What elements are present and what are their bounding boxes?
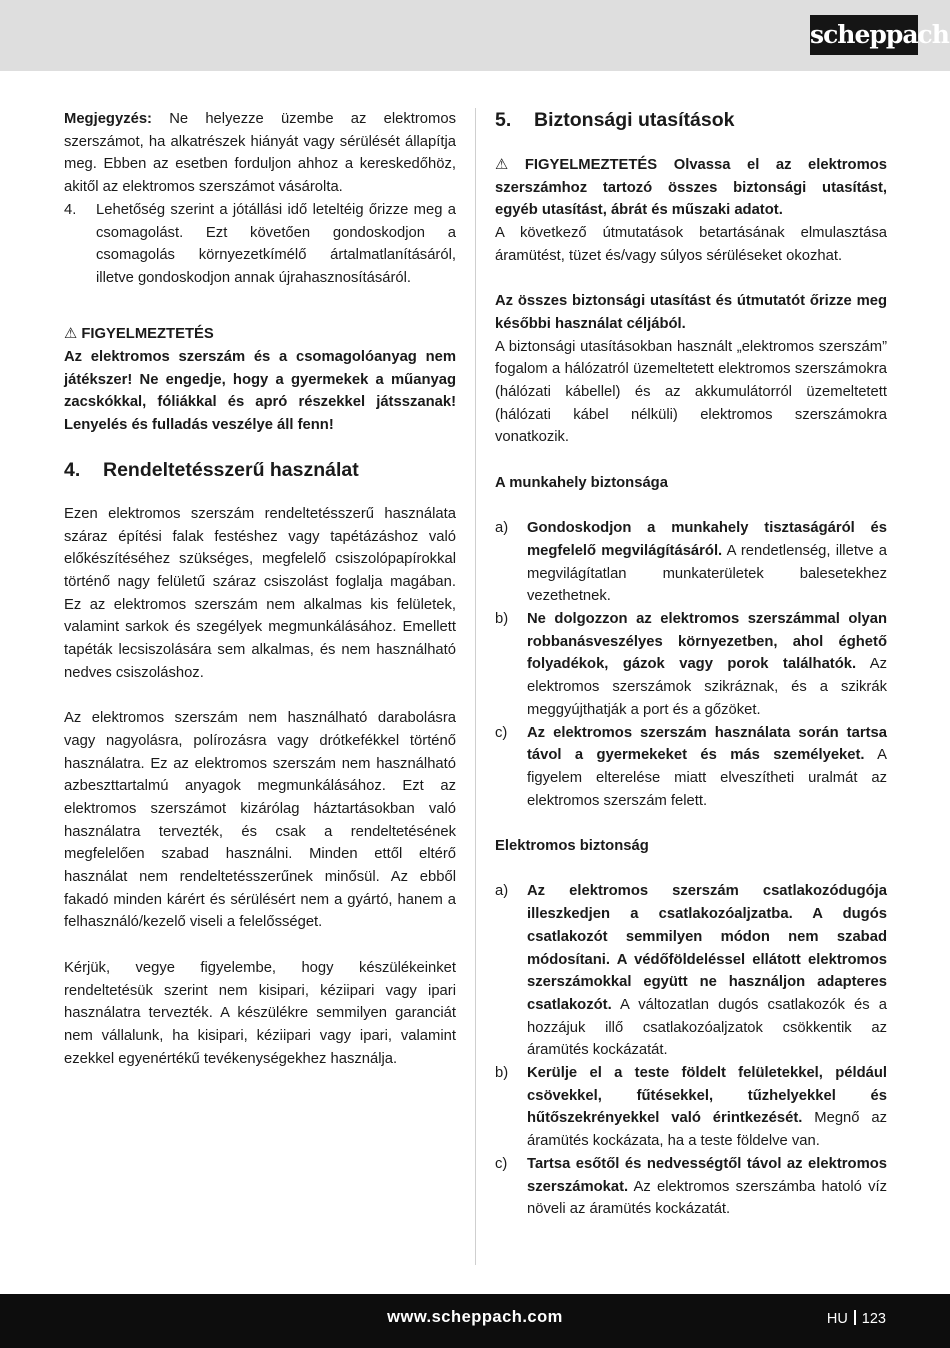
separator-bar xyxy=(854,1310,856,1325)
list-marker: a) xyxy=(495,520,509,537)
usage-paragraph-1: Ezen elektromos szerszám rendeltetésszerű használata száraz építési falak festéshez vagy tapétázáshoz való előkészítéséhez szükséges, megfelelő csiszolópapírokkal történő nagy felületű száraz csiszolást foglalja magában. Ez az elektromos szerszám nem alkalmas kis felületek, valamint sarkok és szegélyek megmunkálásához. Emellett tapéták lecsiszolására sem alkalmas, és nem használható nedves csiszoláshoz. xyxy=(64,505,456,681)
language-code: HU xyxy=(826,1311,848,1327)
page-number xyxy=(827,1310,886,1327)
usage-paragraph-3: Kérjük, vegye figyelembe, hogy készülékeinket rendeltetésük szerint nem kisipari, kéziipari vagy ipari használatra tervezték. A készülékre semmilyen garanciát nem vállalunk, ha kisipari, kéziipari vagy ipari, valamint ezekkel egyenértékű tevékenységekhez használja. xyxy=(64,959,456,1067)
note-text: Ne helyezze üzembe az elektromos szerszámot, ha alkatrészek hiányát vagy sérülését állapítja meg. Ebben az esetben forduljon ahhoz a kereskedőhöz, akitől az elektromos szerszámot vásárolta. xyxy=(64,111,456,196)
list-marker: a) xyxy=(495,883,509,900)
usage-paragraph-2: Az elektromos szerszám nem használható darabolásra vagy nagyolásra, polírozásra vagy drótkefékkel történő használatra. Ez az elektromos szerszám nem használható azbeszttartalmú anyagok megmunkálásához. Ezt az elektromos szerszámot kizárólag háztartásokban való használatra tervezték, és csak a rendeltetésének megfelelően szabad használni. Minden ettől eltérő használat nem rendeltetésszerűnek minősül. Az ebből fakadó minden kárért és sérülésért nem a gyártó, hanem a felhasználó/kezelő viseli a felelősséget. xyxy=(64,710,456,931)
list-item-text: A változatlan dugós csatlakozók és a hozzájuk illő csatlakozóaljzatok csökkentik az áramütés kockázatát. xyxy=(527,996,887,1059)
warning-heading xyxy=(64,323,456,346)
warning-title: FIGYELMEZTETÉS xyxy=(81,326,214,343)
list-item-text: A rendetlenség, illetve a megvilágítatlan munkaterületek balesetekhez vezethetnek. xyxy=(527,542,887,605)
keep-instructions-text: A biztonsági utasításokban használt „elektromos szerszám” fogalom a hálózatról üzemeltetett elektromos szerszámokra (hálózati kábellel) és az akkumulátorról üzemeltetett (hálózati kábel nélküli) elektromos szerszámokra vonatkozik. xyxy=(495,338,887,446)
page-number-value: 123 xyxy=(861,1311,886,1327)
warning-text: Az elektromos szerszám és a csomagolóanyag nem játékszer! Ne engedje, hogy a gyermekek a műanyag zacskókkal, fóliákkal és apró részekkel játsszanak! Lenyelés és fulladás veszélye áll fenn! xyxy=(64,349,456,434)
brand-logo: scheppach xyxy=(810,15,918,55)
page-header xyxy=(0,0,950,71)
section-4-heading xyxy=(64,458,456,482)
list-marker: 4. xyxy=(64,201,77,218)
section-title: Rendeltetésszerű használat xyxy=(103,458,359,481)
note-label: Megjegyzés: xyxy=(64,111,152,127)
list-item-bold: Tartsa esőtől és nedvességtől távol az elektromos szerszámokat. xyxy=(527,1155,887,1195)
right-column xyxy=(495,108,887,1221)
list-item xyxy=(495,1153,887,1221)
electrical-list xyxy=(495,880,887,1221)
list-item xyxy=(495,517,887,608)
warning-icon: ⚠ xyxy=(495,157,509,173)
safety-warning-text: A következő útmutatások betartásának elmulasztása áramütést, tüzet és/vagy súlyos sérüléseket okozhat. xyxy=(495,225,887,264)
safety-warning-bold: FIGYELMEZTETÉS Olvassa el az elektromos szerszámhoz tartozó összes biztonsági utasítást, egyéb utasítást, ábrát és műszaki adatot. xyxy=(495,157,887,219)
list-marker: b) xyxy=(495,611,509,628)
list-item-bold: Az elektromos szerszám használata során tartsa távol a gyermekeket és más személyeket. xyxy=(527,724,887,764)
list-item-bold: Kerülje el a teste földelt felületekkel, például csövekkel, fűtésekkel, tűzhelyekkel és hűtőszekrényekkel való érintkezését. xyxy=(527,1065,887,1127)
section-number: 4. xyxy=(64,458,81,481)
column-divider xyxy=(475,108,476,1265)
warning-block xyxy=(64,323,456,437)
workplace-list xyxy=(495,517,887,812)
section-number: 5. xyxy=(495,109,512,131)
list-item-text: A figyelem elterelése miatt elveszítheti uralmát az elektromos szerszám felett. xyxy=(527,747,887,809)
note-paragraph xyxy=(64,108,456,199)
list-item xyxy=(495,880,887,1062)
left-column xyxy=(64,108,456,1070)
list-item-4 xyxy=(64,199,456,290)
list-item-text: Megnő az áramütés kockázata, ha a teste földelve van. xyxy=(527,1110,887,1150)
list-item-bold: Az elektromos szerszám csatlakozódugója illeszkedjen a csatlakozóaljzatba. A dugós csatlakozót semmilyen módon nem szabad módosítani. A védőföldeléssel ellátott elektromos szerszámokkal együtt ne használjon adapteres csatlakozót. xyxy=(527,883,887,1013)
keep-instructions-bold: Az összes biztonsági utasítást és útmutatót őrizze meg későbbi használat céljából. xyxy=(495,293,887,332)
list-item xyxy=(495,608,887,722)
list-item-bold: Ne dolgozzon az elektromos szerszámmal olyan robbanásveszélyes környezetben, ahol éghető folyadékok, gázok vagy porok találhatók. xyxy=(527,611,887,673)
warning-icon: ⚠ xyxy=(64,326,78,343)
list-item-text: Az elektromos szerszámok szikráznak, és a szikrák meggyújthatják a port és a gőzöket. xyxy=(527,656,887,718)
list-item xyxy=(495,722,887,813)
section-title: Biztonsági utasítások xyxy=(534,109,735,131)
electrical-safety-title: Elektromos biztonság xyxy=(495,838,649,855)
workplace-safety-title: A munkahely biztonsága xyxy=(495,474,668,491)
website-link[interactable]: www.scheppach.com xyxy=(387,1308,563,1326)
list-item-text: Lehetőség szerint a jótállási idő leteltéig őrizze meg a csomagolást. Ezt követően gondoskodjon a csomagolás környezetkímélő ártalmatlanításáról, illetve gondoskodjon annak újrahasznosításáról. xyxy=(96,201,456,286)
list-marker: c) xyxy=(495,1155,508,1172)
list-marker: c) xyxy=(495,724,508,741)
list-marker: b) xyxy=(495,1065,509,1082)
section-5-heading xyxy=(495,108,887,132)
safety-warning xyxy=(495,154,887,222)
list-item-bold: Gondoskodjon a munkahely tisztaságáról és megfelelő megvilágításáról. xyxy=(527,520,887,559)
list-item-text: Az elektromos szerszámba hatoló víz növeli az áramütés kockázatát. xyxy=(527,1178,887,1218)
list-item xyxy=(495,1062,887,1153)
page-footer xyxy=(0,1294,950,1348)
